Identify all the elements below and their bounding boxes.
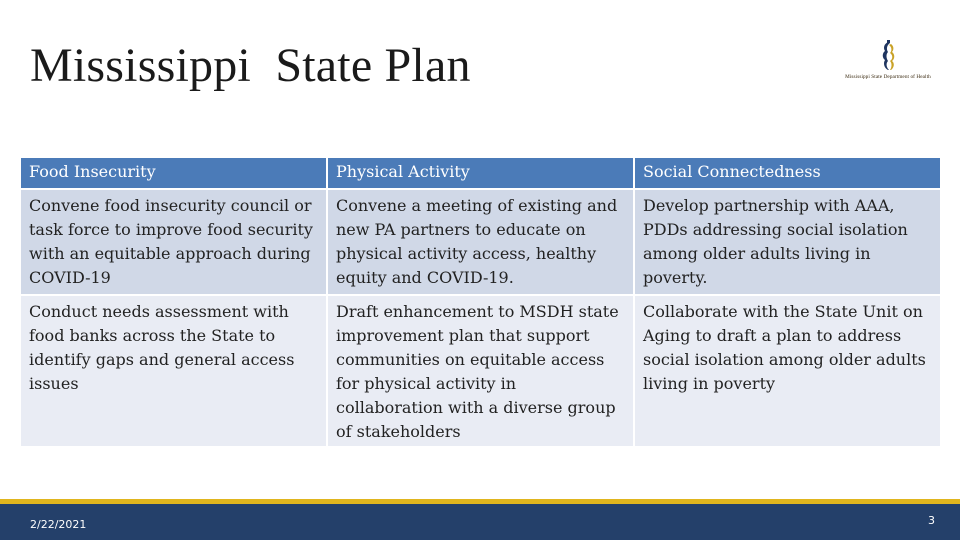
slide-date: 2/22/2021 bbox=[30, 518, 87, 531]
table-row bbox=[20, 189, 941, 295]
slide-title: Mississippi State Plan bbox=[30, 39, 471, 92]
table-cell: Collaborate with the State Unit on Aging to draft a plan to address social isolation among older adults living in poverty bbox=[634, 295, 941, 447]
state-plan-table bbox=[19, 156, 942, 448]
page-number: 3 bbox=[928, 514, 935, 527]
header-physical-activity: Physical Activity bbox=[327, 157, 634, 189]
table-row bbox=[20, 295, 941, 447]
table-header-row bbox=[20, 157, 941, 189]
msdh-logo-mark bbox=[836, 38, 940, 74]
logo-caption: Mississippi State Department of Health bbox=[845, 74, 931, 80]
header-social-connectedness: Social Connectedness bbox=[634, 157, 941, 189]
table-cell: Draft enhancement to MSDH state improvement plan that support communities on equitable access for physical activity in collaboration with a diverse group of stakeholders bbox=[327, 295, 634, 447]
msdh-logo-icon bbox=[836, 38, 940, 86]
table-cell: Convene a meeting of existing and new PA partners to educate on physical activity access, healthy equity and COVID-19. bbox=[327, 189, 634, 295]
header-food-insecurity: Food Insecurity bbox=[20, 157, 327, 189]
table-cell: Conduct needs assessment with food banks across the State to identify gaps and general access issues bbox=[20, 295, 327, 447]
footer-bar bbox=[0, 504, 960, 540]
table-cell: Develop partnership with AAA, PDDs addressing social isolation among older adults living in poverty. bbox=[634, 189, 941, 295]
table-cell: Convene food insecurity council or task force to improve food security with an equitable approach during COVID-19 bbox=[20, 189, 327, 295]
